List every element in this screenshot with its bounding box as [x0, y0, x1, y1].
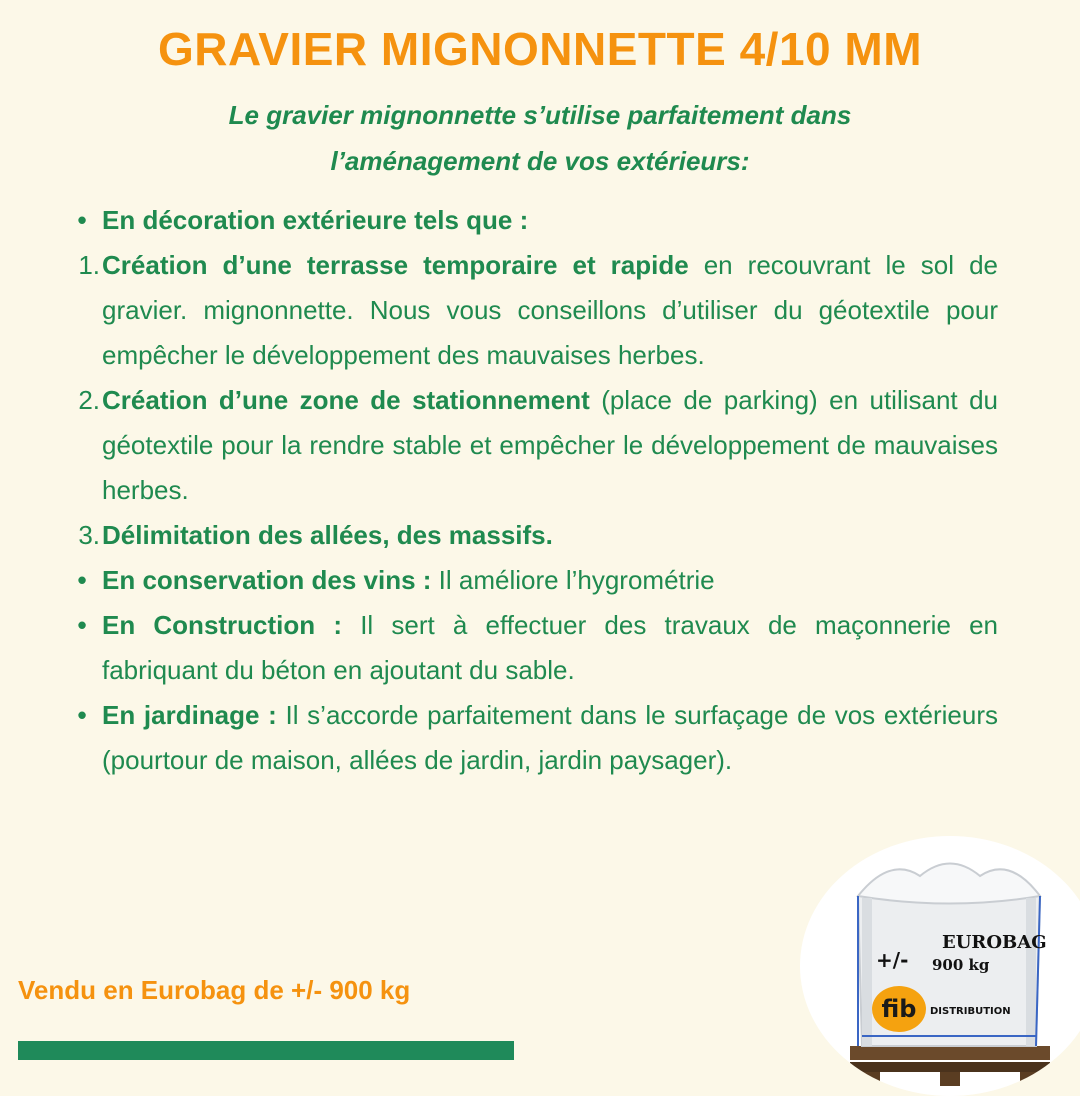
- item-heading: En décoration extérieure tels que :: [102, 205, 529, 235]
- item-heading: En Construction :: [102, 610, 343, 640]
- item-heading: En conservation des vins :: [102, 565, 432, 595]
- list-item-jardinage: [62, 693, 998, 783]
- item-text: Il améliore l’hygrométrie: [431, 565, 715, 595]
- subtitle-line-1: Le gravier mignonnette s’utilise parfaitement dans: [228, 100, 852, 130]
- bag-label-weight: 900 kg: [932, 956, 990, 974]
- green-divider-bar: [18, 1041, 514, 1060]
- bag-label-eurobag: EUROBAG: [942, 932, 1047, 953]
- page-title: GRAVIER MIGNONNETTE 4/10 MM: [157, 23, 923, 75]
- list-item-decoration: [62, 198, 998, 243]
- item-heading: En jardinage :: [102, 700, 277, 730]
- page-subtitle: [100, 92, 980, 184]
- list-item-terrasse: [62, 243, 998, 378]
- number-marker: 3.: [78, 520, 100, 550]
- eurobag-image: [800, 836, 1080, 1096]
- item-heading: Création d’une zone de stationnement: [102, 385, 590, 415]
- bullet-marker: •: [77, 205, 87, 235]
- list-item-delimitation: [62, 513, 998, 558]
- item-heading: Délimitation des allées, des massifs.: [102, 520, 553, 550]
- item-heading: Création d’une terrasse temporaire et rapide: [102, 250, 689, 280]
- fib-logo: fib: [872, 986, 926, 1032]
- bullet-marker: •: [77, 700, 87, 730]
- usage-list: [62, 198, 998, 783]
- sold-in-text: Vendu en Eurobag de +/- 900 kg: [18, 975, 411, 1005]
- bag-label-plusminus: +/-: [876, 948, 909, 972]
- list-item-construction: [62, 603, 998, 693]
- number-marker: 1.: [78, 250, 100, 280]
- list-item-stationnement: [62, 378, 998, 513]
- item-text: Il s’accorde parfaitement dans le surfaçage de vos extérieurs (pourtour de maison, allées de jardin, jardin paysager).: [102, 700, 998, 775]
- list-item-vins: [62, 558, 998, 603]
- bullet-marker: •: [77, 610, 87, 640]
- subtitle-line-2: l’aménagement de vos extérieurs:: [330, 146, 750, 176]
- item-text: en recouvrant le sol de gravier. mignonnette. Nous vous conseillons d’utiliser du géotextile pour empêcher le développement des mauvaises herbes.: [102, 250, 998, 370]
- bullet-marker: •: [77, 565, 87, 595]
- number-marker: 2.: [78, 385, 100, 415]
- item-text: (place de parking) en utilisant du géotextile pour la rendre stable et empêcher le développement de mauvaises herbes.: [102, 385, 998, 505]
- item-text: Il sert à effectuer des travaux de maçonnerie en fabriquant du béton en ajoutant du sable.: [102, 610, 999, 685]
- fib-distribution-text: DISTRIBUTION: [930, 1006, 1011, 1017]
